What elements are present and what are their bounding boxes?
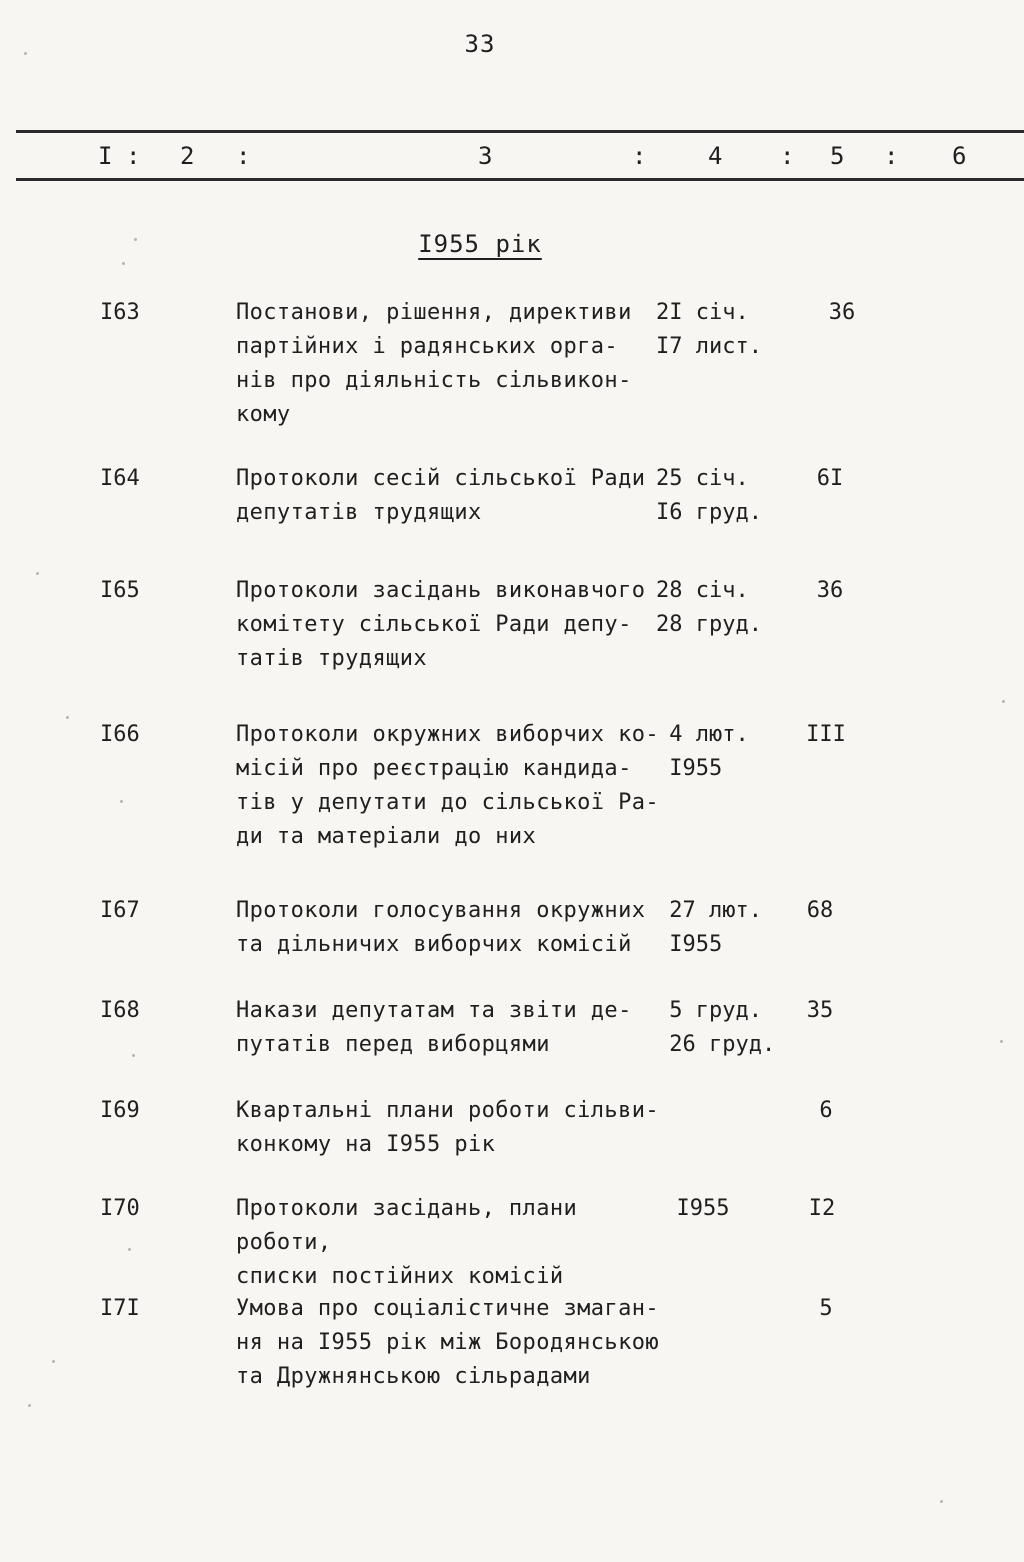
- record-dates: 4 лют. I955: [669, 722, 749, 781]
- record-number: I69: [100, 1098, 140, 1123]
- column-header-4: 4: [708, 142, 723, 170]
- column-separator: :: [632, 142, 647, 170]
- record-number: I70: [100, 1196, 140, 1221]
- column-separator: :: [780, 142, 795, 170]
- record-number: I7I: [100, 1296, 140, 1321]
- record-sheets: I2: [808, 1196, 836, 1221]
- record-dates: 25 січ. I6 груд.: [656, 466, 762, 525]
- record-title: Протоколи окружних виборчих ко- місій про реєстрацію кандида- тів у депутати до сільської Ра- ди та матеріали до них: [236, 722, 659, 849]
- record-dates: 27 лют. I955: [669, 898, 762, 957]
- record-title: Умова про соціалістичне змаган- ня на I955 рік між Бородянською та Дружнянською сільрадами: [236, 1296, 659, 1389]
- scan-speck: [120, 800, 123, 803]
- scan-speck: [36, 572, 39, 575]
- scan-speck: [940, 1500, 943, 1503]
- record-dates: 2I січ. I7 лист.: [656, 300, 762, 359]
- record-dates: I955: [650, 1196, 730, 1221]
- scan-speck: [52, 1360, 55, 1363]
- record-sheets: III: [806, 722, 846, 747]
- record-dates: 5 груд. 26 груд.: [669, 998, 776, 1057]
- column-header-2: 2: [180, 142, 195, 170]
- page-number: 33: [464, 30, 496, 58]
- record-dates: 28 січ. 28 груд.: [656, 578, 762, 637]
- record-sheets: 35: [806, 998, 834, 1023]
- column-separator: :: [236, 142, 251, 170]
- record-sheets: 36: [828, 300, 856, 325]
- record-number: I66: [100, 722, 140, 747]
- scan-speck: [24, 52, 27, 55]
- record-number: I64: [100, 466, 140, 491]
- scan-speck: [1002, 700, 1005, 703]
- record-title: Протоколи сесій сільської Ради депутатів трудящих: [236, 466, 646, 525]
- scan-speck: [128, 1248, 131, 1251]
- header-rule-bottom: [16, 178, 1024, 181]
- record-sheets: 6I: [816, 466, 844, 491]
- record-sheets: 36: [816, 578, 844, 603]
- record-title: Накази депутатам та звіти де- путатів перед виборцями: [236, 998, 632, 1057]
- record-number: I63: [100, 300, 140, 325]
- column-header-6: 6: [952, 142, 967, 170]
- record-title: Протоколи засідань виконавчого комітету сільської Ради депу- татів трудящих: [236, 578, 646, 671]
- column-header-5: 5: [830, 142, 845, 170]
- record-title: Протоколи голосування окружних та дільничих виборчих комісій: [236, 898, 646, 957]
- scan-speck: [122, 262, 125, 265]
- column-header-3: 3: [478, 142, 493, 170]
- header-rule-top: [16, 130, 1024, 133]
- scan-speck: [132, 1054, 135, 1057]
- record-title: Постанови, рішення, директиви партійних і радянських орга- нів про діяльність сільвикон- кому: [236, 300, 632, 427]
- scan-speck: [66, 716, 69, 719]
- record-sheets: 68: [806, 898, 834, 923]
- year-heading: I955 рік: [418, 230, 542, 258]
- record-title: Протоколи засідань, плани роботи, списки постійних комісій: [236, 1196, 578, 1289]
- record-sheets: 6: [819, 1098, 833, 1123]
- scan-speck: [134, 238, 137, 241]
- record-sheets: 5: [819, 1296, 833, 1321]
- record-title: Квартальні плани роботи сільви- конкому на I955 рік: [236, 1098, 659, 1157]
- scan-speck: [28, 1404, 31, 1407]
- column-separator: :: [126, 142, 141, 170]
- record-number: I65: [100, 578, 140, 603]
- column-header-1: I: [98, 142, 113, 170]
- scan-speck: [1000, 1040, 1003, 1043]
- column-separator: :: [884, 142, 899, 170]
- record-number: I67: [100, 898, 140, 923]
- record-number: I68: [100, 998, 140, 1023]
